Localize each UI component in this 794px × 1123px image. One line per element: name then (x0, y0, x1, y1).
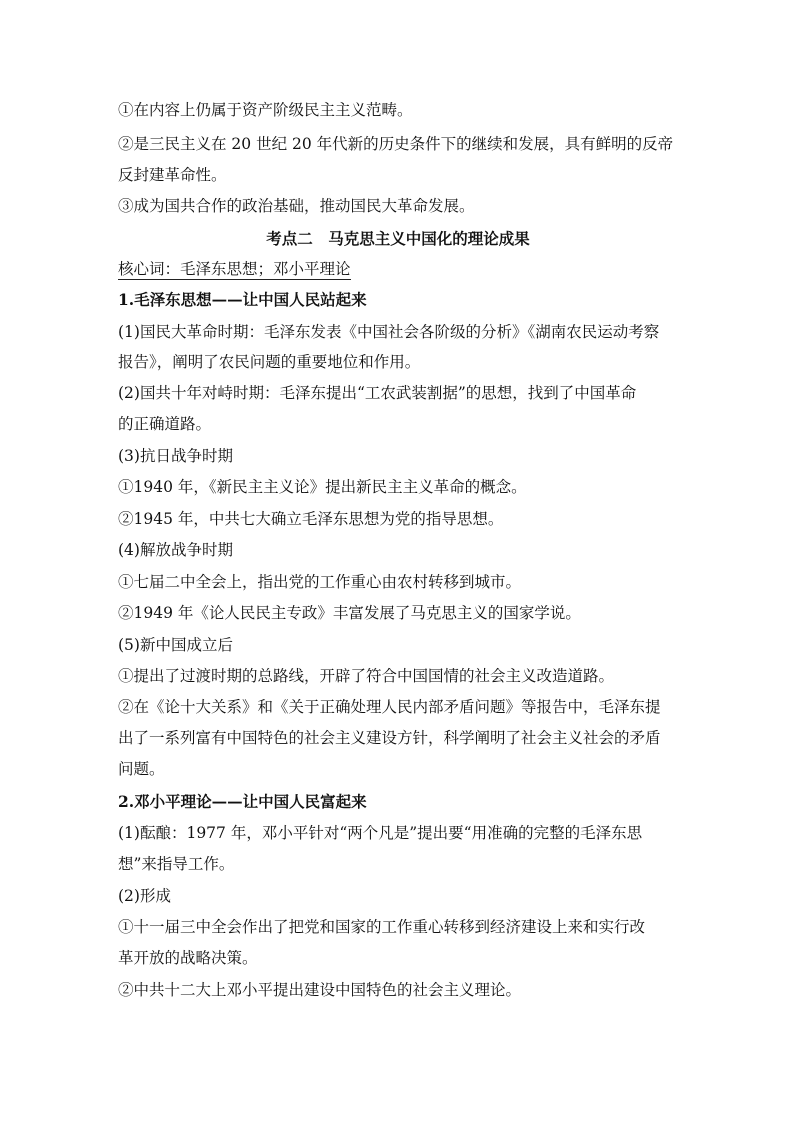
keyword-line (118, 259, 678, 279)
text-line: ②中共十二大上邓小平提出建设中国特色的社会主义理论。 (118, 981, 522, 999)
text-line: 反封建革命性。 (118, 166, 227, 184)
text-line: 革开放的战略决策。 (118, 949, 258, 967)
text-line: (5)新中国成立后 (118, 636, 233, 654)
text-line: (2)国共十年对峙时期：毛泽东提出“工农武装割据”的思想，找到了中国革命 (118, 384, 637, 402)
subheading: 2.邓小平理论——让中国人民富起来 (118, 792, 367, 811)
text-line: ②是三民主义在 20 世纪 20 年代新的历史条件下的继续和发展，具有鲜明的反帝 (118, 135, 674, 153)
text-line: ①在内容上仍属于资产阶级民主主义范畴。 (118, 101, 413, 119)
text-line: ②在《论十大关系》和《关于正确处理人民内部矛盾问题》等报告中，毛泽东提 (118, 698, 661, 716)
text-line: (2)形成 (118, 887, 171, 905)
text-line: (4)解放战争时期 (118, 541, 233, 559)
text-line: 的正确道路。 (118, 415, 212, 433)
text-line: 报告》，阐明了农民问题的重要地位和作用。 (118, 353, 421, 371)
text-line: (3)抗日战争时期 (118, 447, 233, 465)
keywords: 核心词：毛泽东思想；邓小平理论 (118, 260, 351, 278)
text-line: 想”来指导工作。 (118, 855, 235, 873)
text-line: ①1940 年，《新民主主义论》提出新民主主义革命的概念。 (118, 478, 527, 496)
subheading: 1.毛泽东思想——让中国人民站起来 (118, 290, 367, 309)
section-heading: 考点二 马克思主义中国化的理论成果 (266, 229, 530, 248)
text-line: ①十一届三中全会作出了把党和国家的工作重心转移到经济建设上来和实行改 (118, 918, 646, 936)
text-line: 问题。 (118, 760, 165, 778)
text-line: ③成为国共合作的政治基础，推动国民大革命发展。 (118, 197, 475, 215)
text-line: 出了一系列富有中国特色的社会主义建设方针，科学阐明了社会主义社会的矛盾 (118, 729, 661, 747)
text-line: (1)酝酿：1977 年，邓小平针对“两个凡是”提出要“用准确的完整的毛泽东思 (118, 824, 643, 842)
text-line: ②1945 年，中共七大确立毛泽东思想为党的指导思想。 (118, 510, 504, 528)
text-line: ①七届二中全会上，指出党的工作重心由农村转移到城市。 (118, 573, 522, 591)
text-line: ②1949 年《论人民民主专政》丰富发展了马克思主义的国家学说。 (118, 604, 581, 622)
text-line: ①提出了过渡时期的总路线，开辟了符合中国国情的社会主义改造道路。 (118, 667, 615, 685)
text-line: (1)国民大革命时期：毛泽东发表《中国社会各阶级的分析》《湖南农民运动考察 (118, 323, 660, 341)
